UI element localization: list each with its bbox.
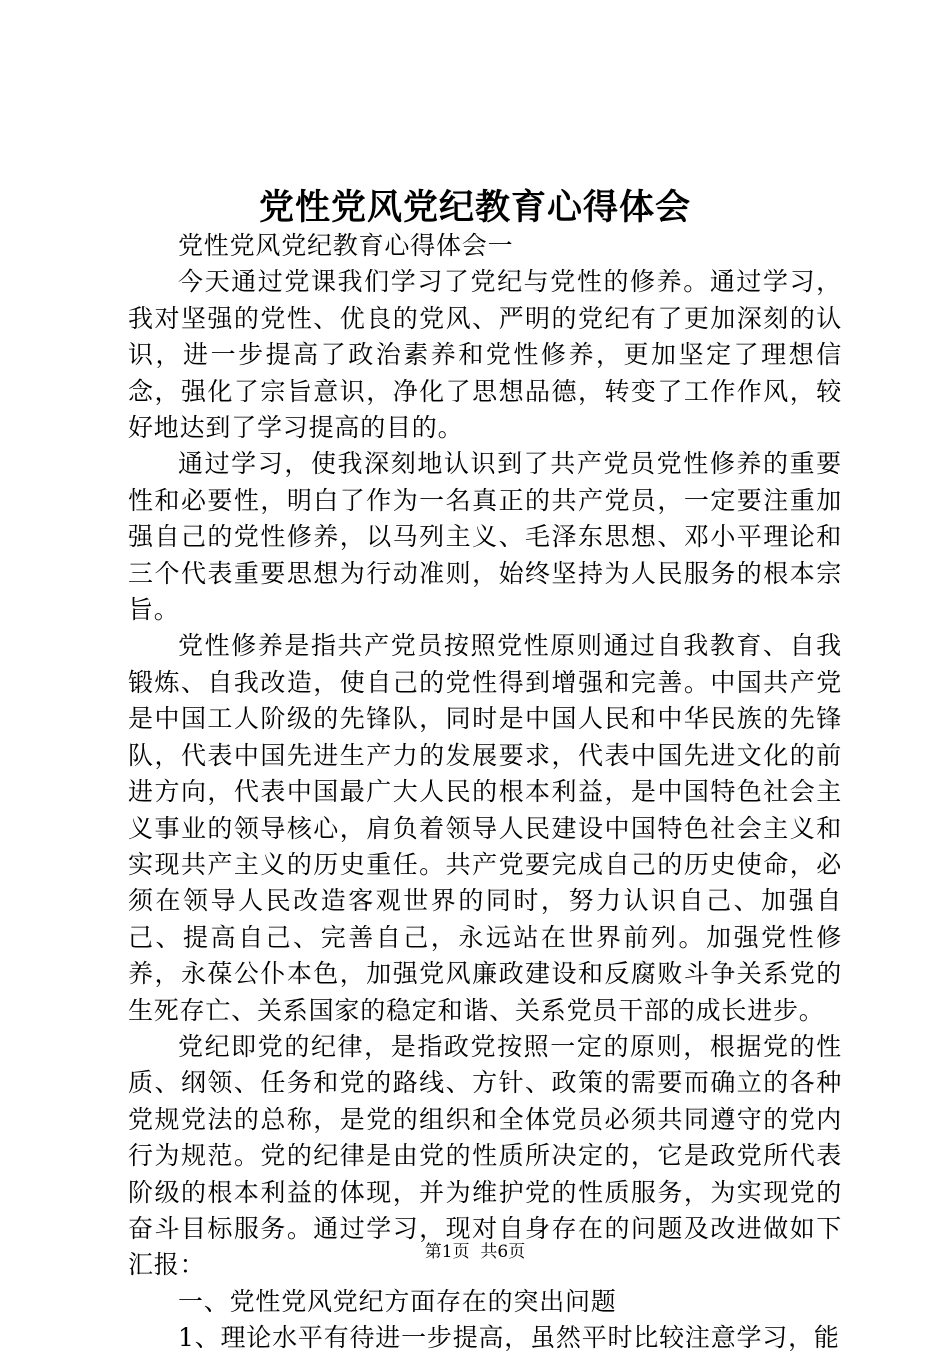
document-body [128, 228, 842, 1357]
page-total: 共6页 [480, 1242, 526, 1262]
page-number: 第1页 [424, 1242, 470, 1262]
paragraph-subtitle: 党性党风党纪教育心得体会一 [178, 231, 514, 260]
paragraph: 党性修养是指共产党员按照党性原则通过自我教育、自我锻炼、自我改造，使自己的党性得到增强和完善。中国共产党是中国工人阶级的先锋队，同时是中国人民和中华民族的先锋队，代表中国先进生产力的发展要求，代表中国先进文化的前进方向，代表中国最广大人民的根本利益，是中国特色社会主义事业的领导核心，肩负着领导人民建设中国特色社会主义和实现共产主义的历史重任。共产党要完成自己的历史使命，必须在领导人民改造客观世界的同时，努力认识自己、加强自己、提高自己、完善自己，永远站在世界前列。加强党性修养，永葆公仆本色，加强党风廉政建设和反腐败斗争关系党的生死存亡、关系国家的稳定和谐、关系党员干部的成长进步。 [128, 631, 842, 1025]
paragraph: 今天通过党课我们学习了党纪与党性的修养。通过学习，我对坚强的党性、优良的党风、严明的党纪有了更加深刻的认识，进一步提高了政治素养和党性修养，更加坚定了理想信念，强化了宗旨意识，净化了思想品德，转变了工作作风，较好地达到了学习提高的目的。 [128, 267, 842, 443]
paragraph: 党纪即党的纪律，是指政党按照一定的原则，根据党的性质、纲领、任务和党的路线、方针、政策的需要而确立的各种党规党法的总称，是党的组织和全体党员必须共同遵守的党内行为规范。党的纪律是由党的性质所决定的，它是政党所代表阶级的根本利益的体现，并为维护党的性质服务，为实现党的奋斗目标服务。通过学习，现对自身存在的问题及改进做如下汇报： [128, 1031, 842, 1280]
paragraph: 1、理论水平有待进一步提高，虽然平时比较注意学习，能 [178, 1323, 840, 1353]
paragraph: 通过学习，使我深刻地认识到了共产党员党性修养的重要性和必要性，明白了作为一名真正的共产党员，一定要注重加强自己的党性修养，以马列主义、毛泽东思想、邓小平理论和三个代表重要思想为行动准则，始终坚持为人民服务的根本宗旨。 [128, 449, 842, 625]
page-footer [0, 1240, 950, 1264]
section-heading: 一、党性党风党纪方面存在的突出问题 [178, 1286, 617, 1316]
document-title: 党性党风党纪教育心得体会 [258, 187, 691, 228]
